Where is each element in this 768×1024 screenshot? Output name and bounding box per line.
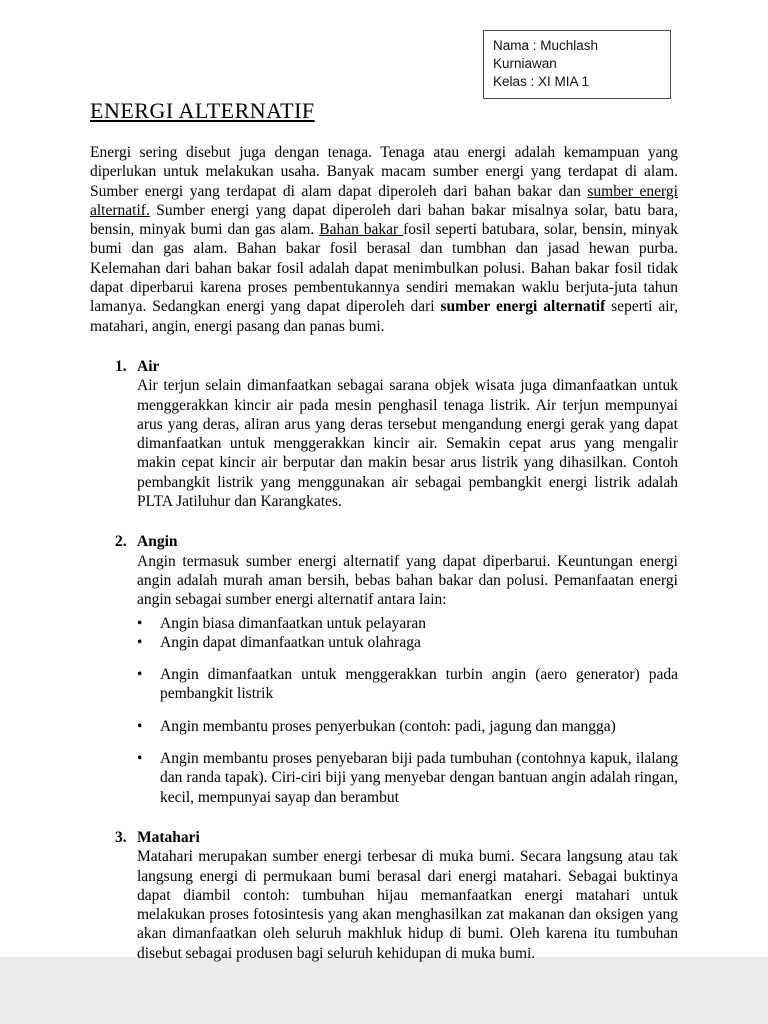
section-angin [90,532,678,807]
section-body: Angin termasuk sumber energi alternatif yang dapat diperbarui. Keuntungan energi angin adalah murah aman bersih, bebas bahan bakar dan polusi. Pemanfaatan energi angin sebagai sumber energi alternatif antara lain: [137,552,678,609]
list-item-text: Angin membantu proses penyebaran biji pada tumbuhan (contohnya kapuk, ilalang dan randa tapak). Ciri-ciri biji yang menyebar dengan bantuan angin adalah ringan, kecil, mempunyai sayap dan berambut [160,750,678,806]
section-heading [115,532,678,551]
student-name-line-1: Nama : Muchlash [493,38,599,53]
list-item [137,717,678,736]
bullet-icon: • [137,717,143,735]
section-number: 2. [115,533,127,551]
list-item-text: Angin membantu proses penyerbukan (contoh: padi, jagung dan mangga) [160,717,616,735]
section-title: Angin [137,533,178,551]
intro-text-1: Energi sering disebut juga dengan tenaga. Tenaga atau energi adalah kemampuan yang diperlukan untuk melakukan usaha. Banyak macam sumber energi yang terdapat di alam. Sumber energi yang terdapat di alam dapat diperoleh dari bahan bakar dan [90,144,678,200]
section-matahari [90,828,678,963]
section-heading [115,828,678,847]
section-body: Air terjun selain dimanfaatkan sebagai sarana objek wisata juga dimanfaatkan untuk menggerakkan kincir air pada mesin penghasil tenaga listrik. Air terjun mempunyai arus yang deras, aliran arus yang deras tersebut mengandung energi gerak yang dapat dimanfaatkan untuk menggerakkan kincir air. Semakin cepat arus yang mengalir makin cepat kincir air berputar dan makin besar arus listrik yang dihasilkan. Contoh pembangkit listrik yang menggunakan air sebagai pembangkit energi listrik adalah PLTA Jatiluhur dan Karangkates. [137,377,678,511]
section-air [90,357,678,511]
bullet-icon: • [137,750,143,768]
bullet-icon: • [137,614,143,632]
intro-paragraph [90,143,678,336]
list-item [137,614,678,633]
list-item [137,633,678,652]
intro-text-4: seperti air, matahari, angin, energi pasang dan panas bumi. [90,298,678,335]
section-number: 1. [115,357,127,375]
student-info-box [483,30,671,99]
underlined-phrase-sumber-energi: sumber energi alternatif. [90,182,678,219]
bullet-icon: • [137,666,143,684]
list-item-text: Angin dimanfaatkan untuk menggerakkan turbin angin (aero generator) pada pembangkit listrik [160,666,678,703]
bullet-icon: • [137,633,143,651]
list-item-text: Angin dapat dimanfaatkan untuk olahraga [160,633,421,651]
bold-phrase-sumber-energi-alternatif: sumber energi alternatif [440,298,606,316]
list-item-text: Angin biasa dimanfaatkan untuk pelayaran [160,614,426,632]
student-class-line: Kelas : XI MIA 1 [493,74,590,89]
section-title: Matahari [137,828,200,846]
section-number: 3. [115,828,127,846]
section-heading [115,357,678,376]
list-item [137,665,678,704]
list-item [137,749,678,807]
intro-text-3: fosil seperti batubara, solar, bensin, minyak bumi dan gas alam. Bahan bakar fosil berasal dan tumbhan dan jasad hewan purba. Kelemahan dari bahan bakar fosil adalah dapat menimbulkan polusi. Bahan bakar fosil tidak dapat diperbarui karena proses pembentukannya sendiri memakan waklu berjuta-juta tahun lamanya. Sedangkan energi yang dapat diperoleh dari [90,221,678,316]
student-name-line-2: Kurniawan [493,56,557,71]
intro-text-2: Sumber energi yang dapat diperoleh dari bahan bakar misalnya solar, batu bara, bensin, minyak bumi dan gas alam. [90,201,678,239]
section-title: Air [137,357,160,375]
angin-bullet-list [137,614,678,807]
page-title: ENERGI ALTERNATIF [90,98,315,123]
underlined-phrase-bahan-bakar: Bahan bakar [319,221,404,239]
section-body: Matahari merupakan sumber energi terbesar di muka bumi. Secara langsung atau tak langsung energi di permukaan bumi berasal dari energi matahari. Sebagai buktinya dapat diambil contoh: tumbuhan hijau memanfaatkan energi matahari untuk melakukan proses fotosintesis yang akan menghasilkan zat makanan dan oksigen yang akan dimanfaatkan oleh seluruh makhluk hidup di bumi. Oleh karena itu tumbuhan disebut sebagai produsen bagi seluruh kehidupan di muka bumi. [137,848,678,962]
